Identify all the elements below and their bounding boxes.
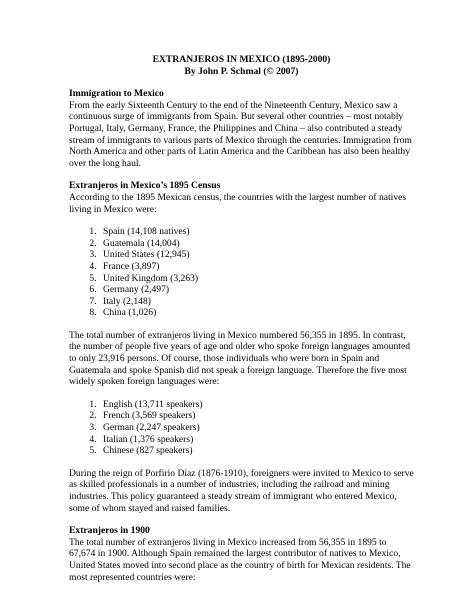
document-title: EXTRANJEROS IN MEXICO (1895-2000) (152, 54, 331, 65)
paragraph-census-intro: According to the 1895 Mexican census, the countries with the largest number of natives living in Mexico were: (69, 191, 407, 215)
list-item: 5. United Kingdom (3,263) (99, 273, 414, 285)
list-item: 4. Italian (1,376 speakers) (99, 434, 414, 446)
list-item: 1. Spain (14,108 natives) (99, 226, 414, 238)
paragraph-1900: The total number of extranjeros living in Mexico increased from 56,355 in 1895 to 67,674 in 1900. Although Spain remained the largest contributor of natives to Mexico, United States moved into second place as the country of birth for Mexican residents. The most represented countries were: (69, 536, 411, 583)
section-heading-1895-census: Extranjeros in Mexico’s 1895 Census (69, 180, 221, 192)
languages-list (69, 399, 414, 457)
paragraph-census-total: The total number of extranjeros living in Mexico numbered 56,355 in 1895. In contrast, the number of people five years of age and older who spoke foreign languages amounted to only 23,916 persons. Of course, those individuals who were born in Spain and Guatemala and spoke Spanish did not speak a foreign language. Therefore the five most widely spoken foreign languages were: (69, 329, 410, 388)
section-heading-1900: Extranjeros in 1900 (69, 525, 150, 537)
document-subtitle: By John P. Schmal (© 2007) (184, 65, 299, 77)
list-item: 7. Italy (2,148) (99, 296, 414, 308)
list-item: 2. French (3,569 speakers) (99, 410, 414, 422)
natives-list (69, 226, 414, 319)
section-heading-immigration: Immigration to Mexico (69, 88, 164, 100)
list-item: 1. English (13,711 speakers) (99, 399, 414, 411)
list-item: 4. France (3,897) (99, 261, 414, 273)
list-item: 2. Guatemala (14,004) (99, 238, 414, 250)
list-item: 8. China (1,026) (99, 307, 414, 319)
paragraph-immigration: From the early Sixteenth Century to the end of the Nineteenth Century, Mexico saw a continuous surge of immigrants from Spain. But several other countries – most notably Portugal, Italy, Germany, France, the Philippines and China – also contributed a steady stream of immigrants to various parts of Mexico through the centuries. Immigration from North America and other parts of Latin America and the Caribbean has also been healthy over the long haul. (69, 99, 412, 169)
list-item: 6. Germany (2,497) (99, 284, 414, 296)
list-item: 3. German (2,247 speakers) (99, 422, 414, 434)
paragraph-porfirio-diaz: During the reign of Porfirio Díaz (1876-1910), foreigners were invited to Mexico to serve as skilled professionals in a number of industries, including the railroad and mining industries. This policy guaranteed a steady stream of immigrant who entered Mexico, some of whom stayed and raised families. (69, 467, 414, 514)
list-item: 3. United States (12,945) (99, 249, 414, 261)
list-item: 5. Chinese (827 speakers) (99, 445, 414, 457)
